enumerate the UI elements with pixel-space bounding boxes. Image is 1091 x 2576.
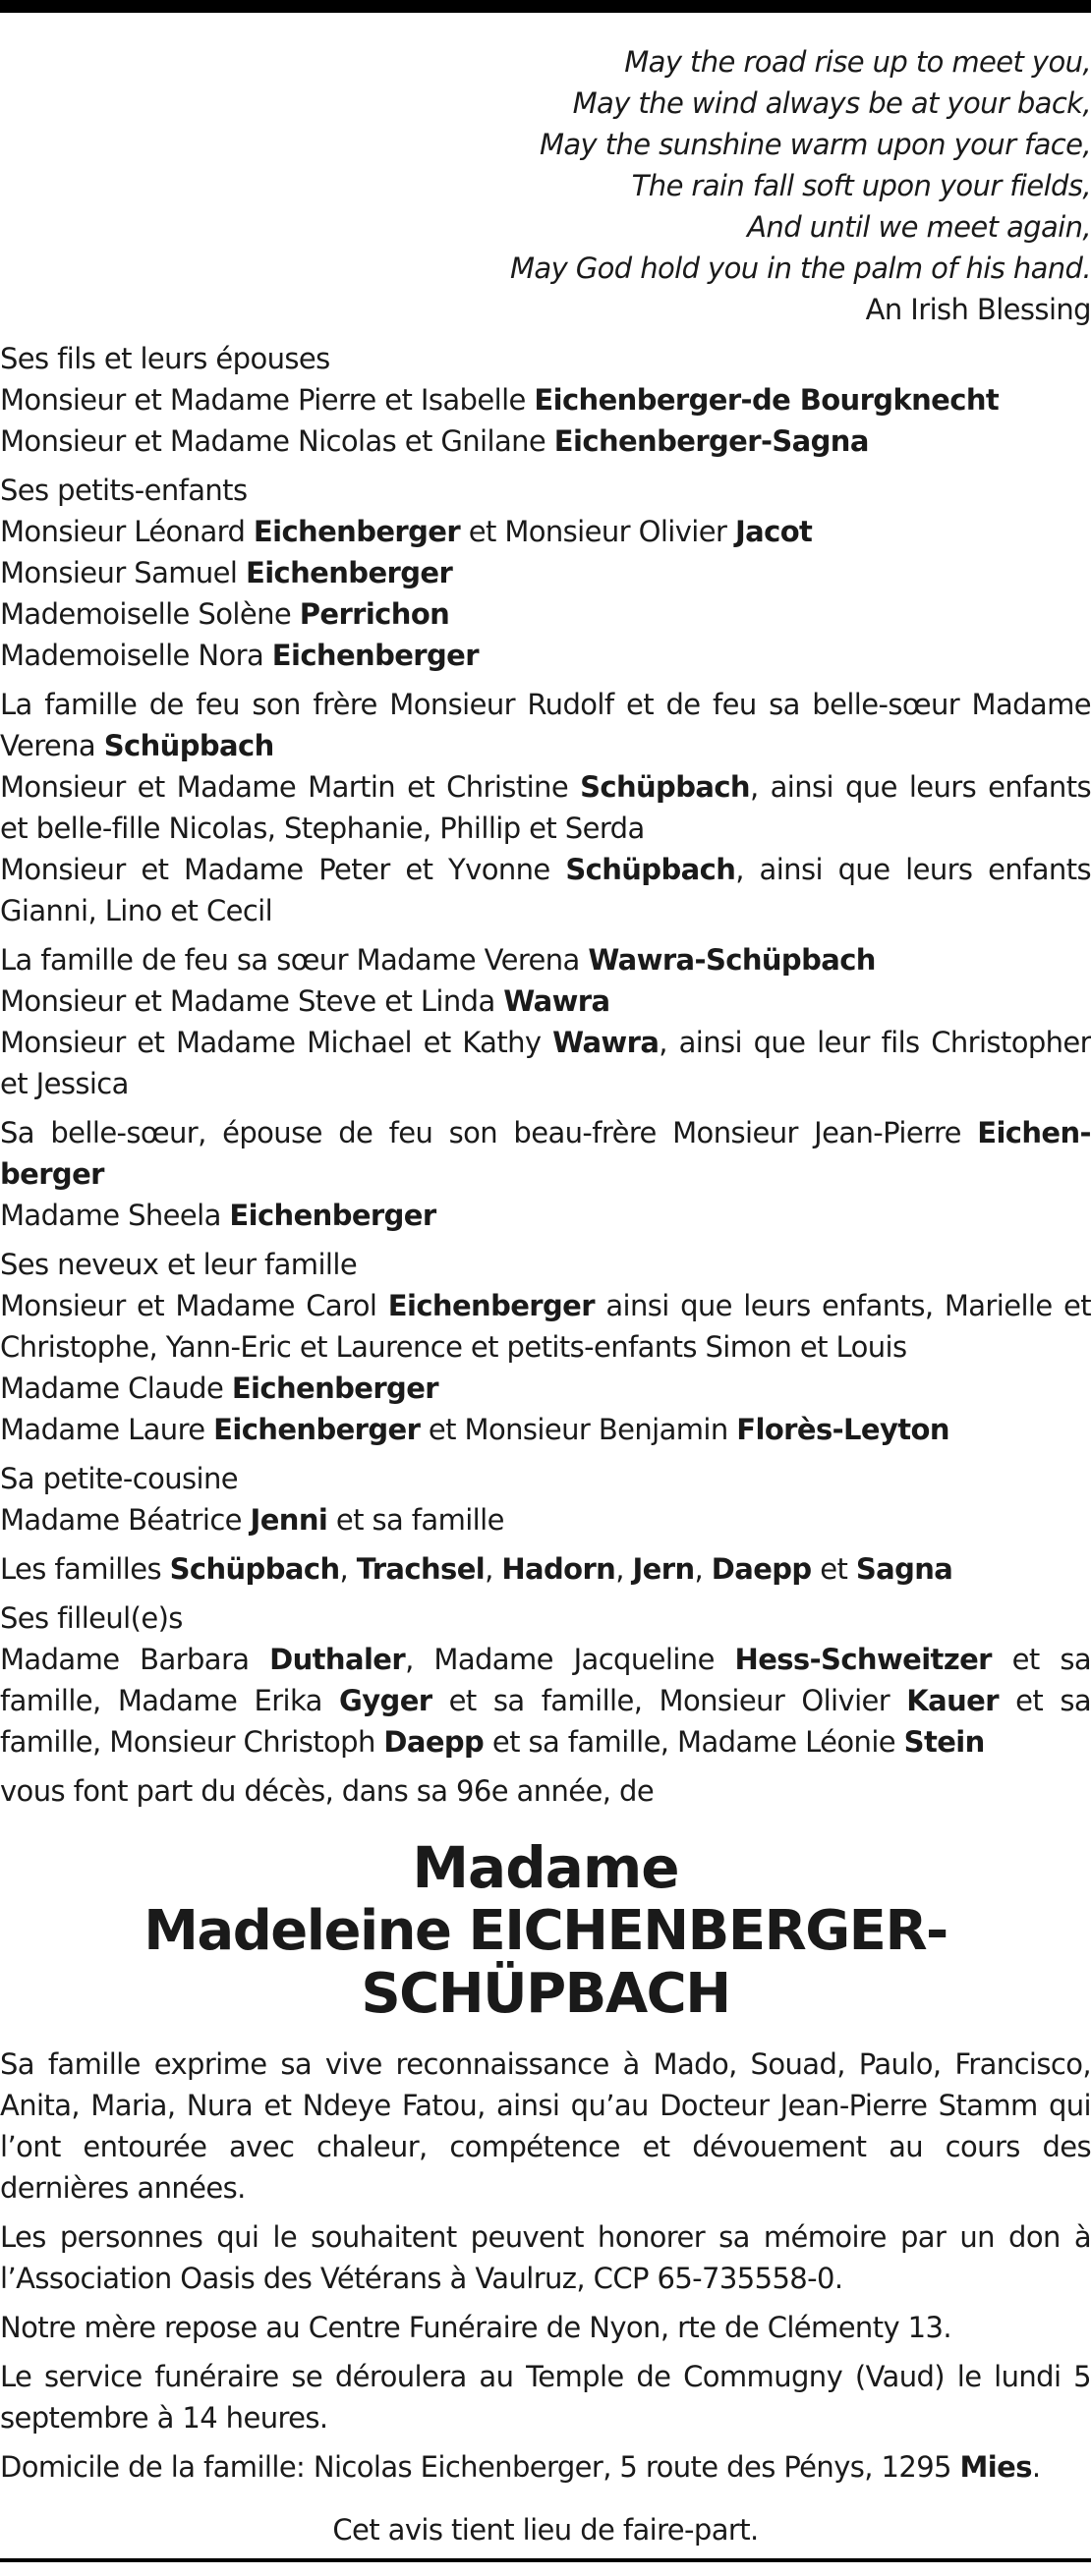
- sons-line-1: Monsieur et Madame Pierre et Isabelle Eichenberger-de Bourgknecht: [0, 383, 1000, 417]
- sister-line-2: Monsieur et Madame Steve et Linda Wawra: [0, 984, 610, 1018]
- donation-text: Les personnes qui le souhaitent peuvent honorer sa mémoire par un don à l’Association Oasis des Vétérans à Vaulruz, CCP 65-735558-0.: [0, 2220, 1091, 2295]
- godchildren-text: Madame Barbara Duthaler, Madame Jacqueline Hess-Schweitzer et sa famille, Madame Erika Gyger et sa famille, Monsieur Olivier Kauer et sa famille, Monsieur Christoph Daepp et sa famille, Madame Léonie Stein: [0, 1643, 1091, 1759]
- sons-section: [0, 338, 1091, 462]
- brother-line-3: Monsieur et Madame Peter et Yvonne Schüpbach, ainsi que leurs enfants Gianni, Lino et Cecil: [0, 853, 1091, 927]
- domicile-text: Domicile de la famille: Nicolas Eichenberger, 5 route des Pénys, 1295 Mies.: [0, 2450, 1041, 2484]
- families-section: [0, 1548, 1091, 1590]
- domicile-section: [0, 2446, 1091, 2488]
- sister-line-3: Monsieur et Madame Michael et Kathy Wawra, ainsi que leur fils Christopher et Jessica: [0, 1026, 1091, 1100]
- sister-line-1: La famille de feu sa sœur Madame Verena Wawra-Schüpbach: [0, 943, 876, 977]
- deceased-title: Madame: [412, 1834, 679, 1901]
- thanks-section: [0, 2044, 1091, 2209]
- sister-in-law-line-2: Madame Sheela Eichenberger: [0, 1199, 436, 1232]
- sons-line-2: Monsieur et Madame Nicolas et Gnilane Eichenberger-Sagna: [0, 424, 869, 458]
- nephews-line-3: Madame Laure Eichenberger et Monsieur Benjamin Florès-Leyton: [0, 1413, 949, 1446]
- announcement-text: vous font part du décès, dans sa 96e année, de: [0, 1774, 655, 1808]
- donation-section: [0, 2216, 1091, 2299]
- godchildren-heading: Ses filleul(e)s: [0, 1601, 183, 1635]
- godchildren-section: [0, 1597, 1091, 1763]
- grandchildren-line-2: Monsieur Samuel Eichenberger: [0, 556, 453, 589]
- cousin-line-1: Madame Béatrice Jenni et sa famille: [0, 1503, 504, 1537]
- brother-section: [0, 684, 1091, 931]
- sons-heading: Ses fils et leurs épouses: [0, 342, 330, 375]
- grandchildren-line-1: Monsieur Léonard Eichenberger et Monsieur Olivier Jacot: [0, 515, 813, 548]
- rest-text: Notre mère repose au Centre Funéraire de Nyon, rte de Clémenty 13.: [0, 2311, 951, 2344]
- nephews-section: [0, 1244, 1091, 1450]
- nephews-heading: Ses neveux et leur famille: [0, 1248, 358, 1281]
- deceased-name: Madeleine EICHENBERGER-SCHÜPBACH: [144, 1899, 947, 2026]
- nephews-line-1: Monsieur et Madame Carol Eichenberger ainsi que leurs enfants, Marielle et Christophe, Yann-Eric et Laurence et petits-enfants Simon et Louis: [0, 1289, 1091, 1364]
- grandchildren-heading: Ses petits-enfants: [0, 474, 248, 507]
- poem-attribution: An Irish Blessing: [865, 293, 1091, 326]
- service-text: Le service funéraire se déroulera au Temple de Commugny (Vaud) le lundi 5 septembre à 14 heures.: [0, 2360, 1091, 2435]
- sister-section: [0, 939, 1091, 1104]
- poem-line: May God hold you in the palm of his hand.: [510, 252, 1091, 285]
- poem-line: And until we meet again,: [747, 210, 1091, 244]
- grandchildren-section: [0, 470, 1091, 676]
- rest-section: [0, 2307, 1091, 2348]
- bottom-rule: [0, 2558, 1091, 2562]
- sister-in-law-section: [0, 1112, 1091, 1236]
- cousin-section: [0, 1458, 1091, 1540]
- brother-line-2: Monsieur et Madame Martin et Christine Schüpbach, ainsi que leurs enfants et belle-fille Nicolas, Stephanie, Phillip et Serda: [0, 770, 1091, 845]
- poem-line: May the road rise up to meet you,: [624, 45, 1091, 79]
- announcement: [0, 1770, 1091, 1812]
- poem-line: The rain fall soft upon your fields,: [631, 169, 1091, 202]
- thanks-text: Sa famille exprime sa vive reconnaissance à Mado, Souad, Paulo, Francisco, Anita, Maria, Nura et Ndeye Fatou, ainsi qu’au Docteur Jean-Pierre Stamm qui l’ont entourée avec chaleur, compétence et dévouement au cours des dernières années.: [0, 2047, 1091, 2205]
- obituary-content: [0, 41, 1091, 2550]
- grandchildren-line-4: Mademoiselle Nora Eichenberger: [0, 639, 479, 672]
- poem-line: May the sunshine warm upon your face,: [539, 128, 1091, 161]
- nephews-line-2: Madame Claude Eichenberger: [0, 1372, 438, 1405]
- sister-in-law-line-1: Sa belle-sœur, épouse de feu son beau-frère Monsieur Jean-Pierre Eichen-berger: [0, 1116, 1091, 1191]
- grandchildren-line-3: Mademoiselle Solène Perrichon: [0, 597, 450, 631]
- families-line: Les familles Schüpbach, Trachsel, Hadorn, Jern, Daepp et Sagna: [0, 1552, 953, 1586]
- cousin-heading: Sa petite-cousine: [0, 1462, 239, 1495]
- poem-line: May the wind always be at your back,: [572, 86, 1091, 120]
- brother-line-1: La famille de feu son frère Monsieur Rudolf et de feu sa belle-sœur Madame Verena Schüpbach: [0, 688, 1091, 762]
- faire-part-note: Cet avis tient lieu de faire-part.: [332, 2513, 759, 2547]
- top-rule: [0, 0, 1091, 13]
- irish-blessing: [0, 41, 1091, 330]
- service-section: [0, 2356, 1091, 2438]
